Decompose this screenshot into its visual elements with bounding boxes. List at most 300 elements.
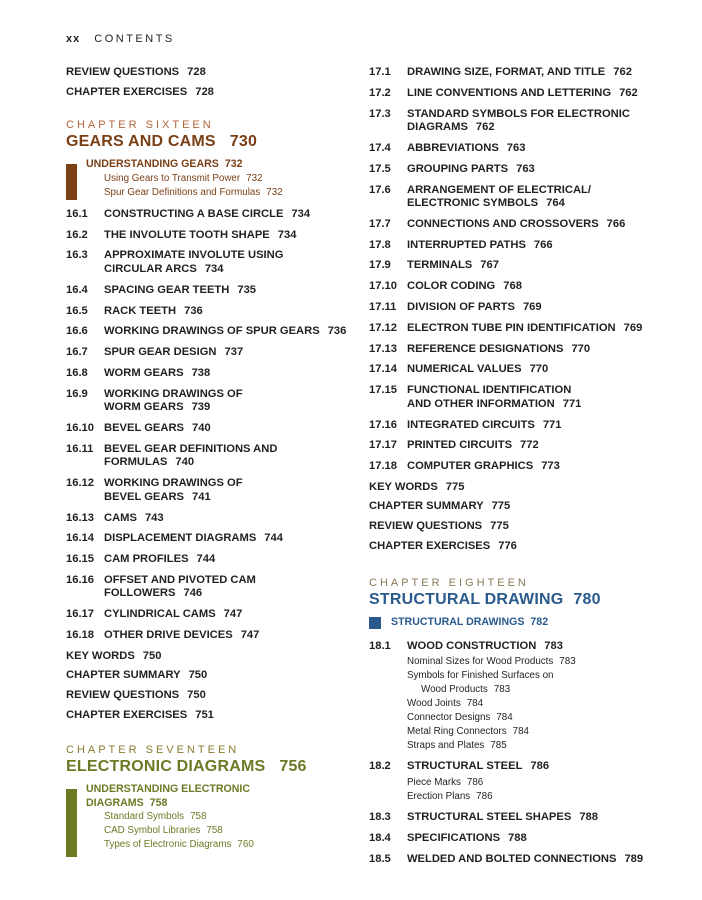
entry-title-text: WORM GEARS [104, 401, 184, 414]
entry-title-line [407, 419, 669, 433]
entry-page: 734 [277, 228, 297, 241]
entry-title-line [407, 218, 669, 232]
entry-title [407, 280, 669, 294]
toc-entry[interactable] [369, 640, 669, 654]
entry-title-line [407, 142, 669, 156]
section-marker-square [369, 617, 381, 629]
entry-title-text: TERMINALS [407, 259, 473, 272]
entry-title-text: DISPLACEMENT DIAGRAMS [104, 532, 257, 545]
subtopic-title: Symbols for Finished Surfaces on [407, 670, 554, 682]
entry-title [407, 218, 669, 232]
entry-title-text: WOOD CONSTRUCTION [407, 639, 537, 652]
entry-title [407, 239, 669, 253]
entry-number: 16.15 [66, 553, 94, 566]
entry-number: 16.3 [66, 249, 88, 262]
entry-title [407, 108, 669, 135]
entry-title-line [407, 384, 669, 398]
subtopic-title: Using Gears to Transmit Power [104, 172, 241, 184]
entry-title-line [104, 477, 356, 491]
toc-entry[interactable] [369, 301, 669, 315]
subtopic-page: 786 [466, 777, 484, 788]
subtopic[interactable] [407, 790, 669, 804]
entry-title [407, 832, 669, 846]
subtopic-title: Erection Plans [407, 791, 471, 802]
chapter-16-title[interactable] [66, 132, 356, 152]
entry-title-line [104, 401, 356, 415]
subtopic[interactable] [407, 697, 669, 711]
toc-entry[interactable] [66, 532, 356, 546]
entry-title-text: INTERRUPTED PATHS [407, 238, 526, 251]
entry-page: 769 [522, 301, 542, 313]
toc-entry[interactable] [66, 689, 356, 703]
entry-page: 762 [613, 66, 632, 78]
entry-page: 766 [606, 217, 626, 230]
entry-title [407, 363, 669, 377]
toc-entry[interactable] [66, 284, 356, 298]
subtopic-page: 783 [559, 656, 576, 668]
toc-entry[interactable] [369, 280, 669, 294]
entry-title-line [407, 439, 669, 453]
entry-title [104, 629, 356, 643]
entry-number: 17.11 [369, 301, 397, 313]
entry-number: 17.18 [369, 460, 397, 473]
entry-number: 16.11 [66, 442, 94, 455]
entry-page: 763 [516, 162, 535, 175]
entry-number: 17.4 [369, 141, 391, 154]
subtopic-title: Metal Ring Connectors [407, 726, 507, 738]
entry-number: 17.12 [369, 321, 397, 334]
entry-title [104, 388, 356, 415]
toc-entry[interactable] [66, 477, 356, 504]
entry-page: 783 [544, 639, 563, 652]
chapter-18-title-text: STRUCTURAL DRAWING [369, 591, 564, 609]
section-understanding-gears-title[interactable]: UNDERSTANDING GEARS 732 [86, 158, 243, 171]
entry-page: 771 [542, 418, 562, 431]
entry-title [407, 259, 669, 273]
toc-entry[interactable] [369, 853, 669, 867]
toc-entry[interactable] [66, 388, 356, 415]
entry-title-text: PRINTED CIRCUITS [407, 439, 513, 452]
toc-entry[interactable] [369, 322, 669, 336]
entry-title-text: CONNECTIONS AND CROSSOVERS [407, 217, 599, 230]
entry-title [104, 305, 356, 319]
subtopic[interactable] [86, 824, 356, 838]
entry-number: 16.16 [66, 573, 94, 586]
entry-title: KEY WORDS [369, 480, 438, 493]
entry-title-text: WORKING DRAWINGS OF SPUR GEARS [104, 325, 320, 338]
entry-title [407, 760, 669, 774]
entry-title-line [407, 197, 669, 211]
entry-title: REVIEW QUESTIONS [369, 520, 483, 533]
page-number: xx [66, 33, 81, 45]
entry-page: 767 [480, 259, 499, 272]
entry-page: 737 [224, 346, 244, 359]
subtopic-page: 758 [190, 811, 207, 823]
chapter-16-label: CHAPTER SIXTEEN [66, 119, 214, 132]
toc-entry[interactable] [369, 811, 669, 825]
entry-title-line [407, 184, 669, 198]
entry-page: 747 [240, 629, 260, 642]
entry-page: 728 [187, 66, 206, 78]
subtopic[interactable] [86, 172, 356, 186]
entry-number: 16.12 [66, 477, 94, 490]
entry-title-line [104, 325, 356, 339]
toc-entry[interactable] [369, 142, 669, 156]
entry-number: 17.16 [369, 418, 397, 431]
toc-entry[interactable] [66, 208, 356, 222]
entry-title-line [104, 263, 356, 277]
entry-page: 750 [188, 669, 208, 682]
entry-page: 750 [187, 689, 206, 701]
toc-entry[interactable] [66, 553, 356, 567]
toc-entry[interactable] [369, 108, 669, 135]
entry-title-line [407, 87, 669, 101]
subtopic-page: 784 [466, 698, 484, 710]
subtopic-title: Nominal Sizes for Wood Products [407, 656, 554, 668]
entry-title-line [407, 121, 669, 135]
subtopic-page: 732 [246, 172, 263, 184]
entry-number: 18.5 [369, 852, 391, 865]
entry-subtopics [369, 776, 669, 804]
entry-page: 746 [183, 587, 203, 600]
entry-title [104, 477, 356, 504]
entry-number: 16.7 [66, 346, 88, 359]
entry-title [407, 811, 669, 825]
entry-title-text: GROUPING PARTS [407, 162, 509, 175]
section-marker-bar [66, 789, 77, 857]
entry-page: 762 [475, 121, 495, 134]
toc-entry[interactable] [66, 443, 356, 470]
entry-page: 773 [541, 460, 560, 473]
section-electronic-title[interactable]: UNDERSTANDING ELECTRONIC DIAGRAMS 758 [86, 783, 251, 809]
entry-title-text: FUNCTIONAL IDENTIFICATION [407, 384, 572, 397]
subtopic-title: Straps and Plates [407, 740, 485, 752]
subtopic-title: CAD Symbol Libraries [104, 825, 201, 837]
entry-title-text: CYLINDRICAL CAMS [104, 608, 216, 621]
entry-title-line [104, 587, 356, 601]
entry-page: 775 [445, 480, 465, 493]
entry-number: 17.10 [369, 280, 397, 293]
entry-page: 775 [491, 500, 511, 513]
entry-title [407, 322, 669, 336]
page-header [66, 33, 175, 45]
entry-number: 16.13 [66, 511, 94, 524]
entry-page: 768 [503, 280, 522, 293]
toc-entry[interactable] [66, 305, 356, 319]
entry-number: 16.5 [66, 304, 88, 317]
page-title: CONTENTS [94, 33, 175, 45]
entry-title-text: COMPUTER GRAPHICS [407, 460, 534, 473]
entry-title-text: WORM GEARS [104, 366, 184, 379]
chapter-17-title[interactable] [66, 757, 356, 777]
subtopic[interactable] [407, 776, 669, 790]
toc-entry[interactable] [369, 460, 669, 474]
toc-entry[interactable] [66, 229, 356, 243]
entry-title [407, 142, 669, 156]
entry-number: 18.1 [369, 639, 391, 652]
entry-title [407, 640, 669, 654]
entry-page: 751 [195, 708, 214, 721]
subtopic[interactable] [421, 683, 669, 697]
toc-entry[interactable] [369, 760, 669, 774]
entry-page: 728 [195, 85, 214, 98]
entry-title-text: INTEGRATED CIRCUITS [407, 418, 535, 431]
entry-title-line [407, 239, 669, 253]
entry-title-text: ELECTRONIC SYMBOLS [407, 197, 539, 210]
toc-entry[interactable] [369, 481, 669, 495]
entry-title: CHAPTER EXERCISES [369, 539, 491, 552]
subtopic-title: Wood Products [421, 684, 488, 696]
subtopic-page: 758 [206, 825, 223, 837]
subtopic-page: 785 [490, 740, 507, 752]
entry-title-text: BEVEL GEAR DEFINITIONS AND [104, 442, 278, 455]
subtopic-page: 760 [237, 839, 254, 851]
chapter-17-label: CHAPTER SEVENTEEN [66, 744, 240, 757]
toc-entry[interactable] [369, 259, 669, 273]
subtopic[interactable] [86, 810, 356, 824]
entry-title-line [104, 284, 356, 298]
subtopic[interactable] [407, 655, 669, 669]
entry-title [104, 367, 356, 381]
entry-number: 17.3 [369, 107, 391, 120]
entry-title-text: SPACING GEAR TEETH [104, 283, 230, 296]
entry-title: REVIEW QUESTIONS [66, 66, 180, 78]
toc-entry[interactable] [66, 346, 356, 360]
entry-page: 739 [191, 401, 211, 414]
entry-title-line [104, 367, 356, 381]
entry-page: 747 [223, 608, 243, 621]
toc-entry[interactable] [66, 574, 356, 601]
entry-title-line [407, 363, 669, 377]
entry-title-line [104, 456, 356, 470]
entry-title-line [104, 305, 356, 319]
toc-entry[interactable] [369, 239, 669, 253]
entry-page: 735 [237, 283, 257, 296]
entry-title [104, 574, 356, 601]
entry-page: 771 [562, 397, 582, 410]
entry-number: 16.6 [66, 325, 88, 338]
toc-entry[interactable] [66, 249, 356, 276]
entry-number: 16.2 [66, 228, 88, 241]
right-column [369, 66, 669, 873]
entry-title [104, 532, 356, 546]
toc-entry[interactable] [369, 500, 669, 514]
entry-title-text: OFFSET AND PIVOTED CAM [104, 573, 256, 586]
toc-entry[interactable] [66, 629, 356, 643]
entry-page: 762 [619, 86, 638, 99]
entry-page: 772 [520, 439, 539, 452]
toc-entry[interactable] [66, 422, 356, 436]
entry-title-text: DRAWING SIZE, FORMAT, AND TITLE [407, 66, 606, 78]
toc-entry[interactable] [369, 87, 669, 101]
section-marker-bar [66, 164, 77, 200]
entry-title: REVIEW QUESTIONS [66, 689, 180, 701]
section-understanding-electronic-diagrams [66, 783, 356, 852]
toc-entry[interactable] [369, 343, 669, 357]
entry-title-line [407, 760, 669, 774]
left-column [66, 66, 356, 860]
entry-title [407, 343, 669, 357]
entry-page: 776 [498, 539, 517, 552]
entry-title-text: STRUCTURAL STEEL SHAPES [407, 811, 572, 823]
toc-entry[interactable] [369, 384, 669, 411]
entry-number: 18.2 [369, 760, 391, 773]
toc-entry[interactable] [66, 650, 356, 664]
entry-title-text: LINE CONVENTIONS AND LETTERING [407, 86, 612, 99]
toc-entry[interactable] [369, 520, 669, 534]
chapter-18-title[interactable] [369, 590, 669, 610]
toc-entry[interactable] [369, 832, 669, 846]
toc-entry[interactable] [66, 669, 356, 683]
entry-number: 16.8 [66, 366, 88, 379]
entry-title [407, 439, 669, 453]
entry-number: 16.18 [66, 629, 94, 642]
entry-title-text: ELECTRON TUBE PIN IDENTIFICATION [407, 321, 616, 334]
entry-title [407, 460, 669, 474]
entry-title-text: CAM PROFILES [104, 553, 189, 566]
entry-title [104, 346, 356, 360]
entry-title-text: AND OTHER INFORMATION [407, 397, 555, 410]
entry-title-text: WELDED AND BOLTED CONNECTIONS [407, 852, 617, 865]
entry-number: 18.4 [369, 831, 391, 844]
entry-number: 17.9 [369, 259, 391, 272]
subtopic-page: 784 [512, 726, 530, 738]
entry-title-text: THE INVOLUTE TOOTH SHAPE [104, 228, 270, 241]
entry-title: CHAPTER SUMMARY [66, 669, 181, 682]
entry-title-text: RACK TEETH [104, 304, 177, 317]
toc-entry[interactable] [369, 419, 669, 433]
entry-page: 734 [204, 262, 224, 275]
toc-entry[interactable] [369, 163, 669, 177]
entry-title [407, 853, 669, 867]
entry-title [104, 208, 356, 222]
entry-title [104, 553, 356, 567]
toc-entry[interactable] [369, 439, 669, 453]
toc-entry[interactable] [66, 86, 356, 100]
entry-title-text: STANDARD SYMBOLS FOR ELECTRONIC [407, 107, 630, 120]
entry-title [407, 87, 669, 101]
entry-title-line [104, 553, 356, 567]
entry-title-text: SPUR GEAR DESIGN [104, 346, 217, 359]
subtopic-title: Wood Joints [407, 698, 461, 710]
subtopic-title: Piece Marks [407, 777, 461, 788]
entry-title [104, 229, 356, 243]
subtopic[interactable] [86, 838, 356, 852]
toc-entry[interactable] [66, 709, 356, 723]
toc-entry[interactable] [369, 218, 669, 232]
entry-title [104, 443, 356, 470]
toc-entry[interactable] [66, 66, 356, 80]
subtopic[interactable] [86, 186, 356, 200]
entry-page: 770 [529, 363, 549, 376]
entry-number: 17.14 [369, 363, 397, 376]
entry-number: 18.3 [369, 811, 391, 823]
toc-entry[interactable] [66, 367, 356, 381]
entry-title-line [104, 346, 356, 360]
entry-page: 763 [506, 141, 526, 154]
entry-number: 16.14 [66, 532, 94, 545]
toc-entry[interactable] [66, 512, 356, 526]
entry-title-line [104, 574, 356, 588]
entry-title-text: APPROXIMATE INVOLUTE USING [104, 249, 284, 262]
chapter-18-label: CHAPTER EIGHTEEN [369, 577, 529, 590]
entry-title-text: WORKING DRAWINGS OF [104, 387, 243, 400]
entry-page: 786 [530, 760, 550, 773]
entry-title [104, 249, 356, 276]
subtopic[interactable] [407, 711, 669, 725]
toc-entry[interactable] [369, 66, 669, 80]
entry-title-text: FORMULAS [104, 456, 168, 469]
section-understanding-gears [66, 158, 356, 200]
entry-title-text: DIVISION OF PARTS [407, 301, 515, 313]
entry-page: 766 [533, 238, 553, 251]
toc-entry[interactable] [369, 363, 669, 377]
toc-entry[interactable] [369, 540, 669, 554]
entry-title-line [104, 208, 356, 222]
subtopic-title: Connector Designs [407, 712, 491, 724]
entry-page: 764 [546, 197, 565, 210]
entry-page: 743 [144, 511, 164, 524]
entry-title [104, 325, 356, 339]
entry-title [104, 512, 356, 526]
entry-page: 740 [192, 422, 211, 434]
entry-title-line [407, 301, 669, 315]
subtopic-page: 783 [493, 684, 511, 696]
entry-title-line [104, 532, 356, 546]
entry-title: CHAPTER EXERCISES [66, 708, 188, 721]
subtopic[interactable] [407, 669, 669, 683]
entry-number: 16.17 [66, 608, 94, 621]
entry-page: 789 [624, 852, 644, 865]
entry-number: 17.8 [369, 238, 391, 251]
entry-title-line [104, 491, 356, 505]
entry-page: 740 [175, 456, 195, 469]
entry-title [407, 66, 669, 80]
entry-title-text: SPECIFICATIONS [407, 831, 501, 844]
entry-title-line [407, 322, 669, 336]
entry-title-line [104, 249, 356, 263]
subtopic-page: 784 [496, 712, 513, 724]
entry-page: 734 [291, 207, 311, 220]
entry-title-line [407, 811, 669, 825]
entry-page: 736 [184, 304, 203, 317]
entry-title-text: ARRANGEMENT OF ELECTRICAL/ [407, 183, 591, 196]
entry-title [407, 384, 669, 411]
toc-entry[interactable] [66, 325, 356, 339]
toc-entry[interactable] [369, 184, 669, 211]
entry-number: 16.9 [66, 387, 88, 400]
subtopic[interactable] [407, 739, 669, 753]
entry-title-text: NUMERICAL VALUES [407, 363, 522, 376]
toc-entry[interactable] [66, 608, 356, 622]
entry-page: 770 [571, 342, 591, 355]
chapter-16-page: 730 [229, 133, 258, 151]
subtopic[interactable] [407, 725, 669, 739]
entry-title-line [407, 66, 669, 80]
entry-number: 17.5 [369, 162, 391, 175]
entry-title-line [104, 422, 356, 436]
chapter-16-title-text: GEARS AND CAMS [66, 133, 216, 151]
entry-title [407, 301, 669, 315]
entry-page: 738 [191, 366, 211, 379]
entry-page: 788 [508, 831, 527, 844]
entry-title-text: OTHER DRIVE DEVICES [104, 629, 233, 642]
entry-subtopics [369, 655, 669, 753]
entry-title [407, 163, 669, 177]
entry-title: KEY WORDS [66, 649, 135, 662]
entry-title-text: CIRCULAR ARCS [104, 262, 197, 275]
section-structural-drawings[interactable]: STRUCTURAL DRAWINGS 782 [369, 616, 669, 630]
